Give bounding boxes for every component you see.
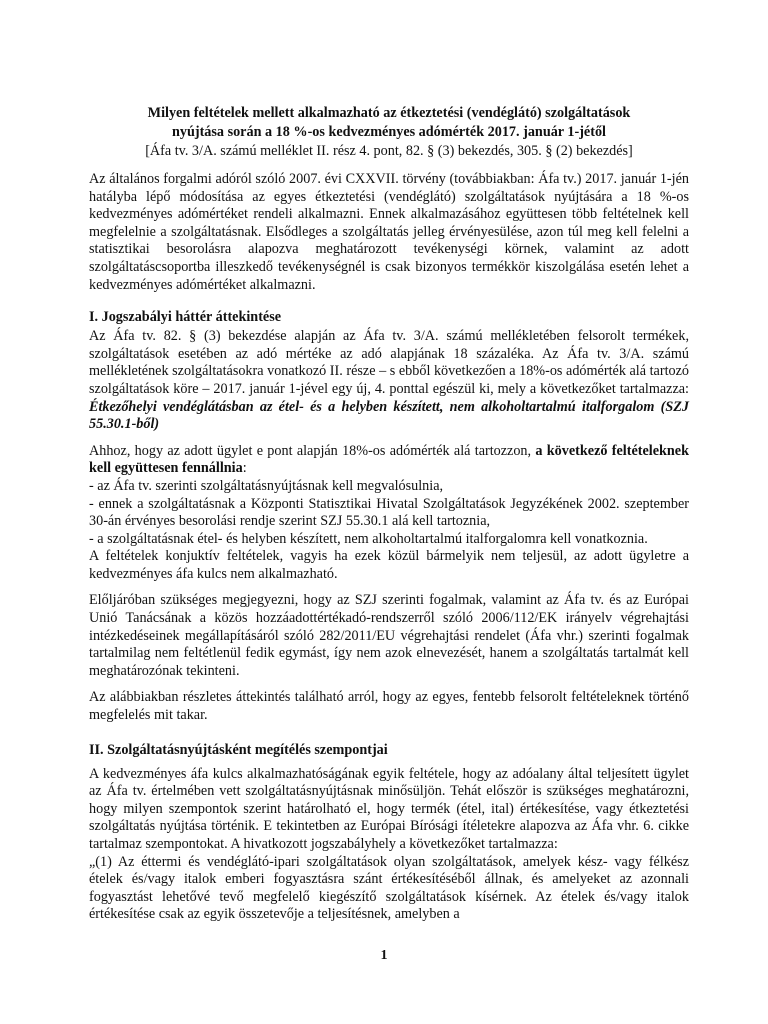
- section-1-paragraph-1-text: Az Áfa tv. 82. § (3) bekezdése alapján az Áfa tv. 3/A. számú mellékletében felsorolt termékek, szolgáltatások esetében az adó mértéke az adó alapjának 18 százaléka. Az Áfa tv. 3/A. számú mellékletének szolgáltatásokra vonatkozó II. része – s ebből következően a 18%-os adómérték alá tartozó szolgáltatások köre – 2017. január 1-jével egy új, 4. ponttal egészül ki, mely a következőket tartalmazza:: [89, 328, 689, 397]
- section-1-paragraph-2: [89, 443, 689, 478]
- section-1-paragraph-2-bold: a következő feltételeknek kell együttesen fennállnia: [89, 442, 689, 477]
- section-1-heading: I. Jogszabályi háttér áttekintése: [89, 309, 282, 326]
- intro-paragraph: Az általános forgalmi adóról szóló 2007. évi CXXVII. törvény (továbbiakban: Áfa tv.) 2017. január 1-jén hatályba lépő módosítása az egyes étkeztetési (vendéglátó) szolgáltatások nyújtására a 18 %-os kedvezményes adómértéket rendeli alkalmazni. Ennek alkalmazásához együttesen több feltételnek kell megfelelnie a szolgáltatásnak. Elsődleges a szolgáltatás jelleg érvényesülése, azon túl meg kell felelni a statisztikai besorolásra alapozva meghatározott tevékenységi körnek, valamint az adott szolgáltatáscsoportba illeszkedő tevékenységnél is csak bizonyos termékkör kiszolgálása esetén lehet a kedvezményes adómértéket alkalmazni.: [89, 171, 689, 293]
- condition-list-item-1: - az Áfa tv. szerinti szolgáltatásnyújtásnak kell megvalósulnia,: [89, 477, 444, 494]
- section-1-paragraph-4: Előljáróban szükséges megjegyezni, hogy az SZJ szerinti fogalmak, valamint az Áfa tv. és az Európai Unió Tanácsának a közös hozzáadottértékadó-rendszerről szóló 2006/112/EK irányelv végrehajtási intézkedéseinek megállapításáról szóló 282/2011/EU végrehajtási rendelet (Áfa vhr.) szerinti fogalmak tartalmilag nem feltétlenül fedik egymást, így nem azok elnevezését, hanem a szolgáltatás tartalmát kell meghatározónak tekinteni.: [89, 592, 689, 679]
- section-1-paragraph-2-text: Ahhoz, hogy az adott ügylet e pont alapján 18%-os adómérték alá tartozzon,: [89, 442, 536, 459]
- section-1-paragraph-1: [89, 328, 689, 434]
- section-1-paragraph-3: A feltételek konjuktív feltételek, vagyis ha ezek közül bármelyik nem teljesül, az adott ügyletre a kedvezményes áfa kulcs nem alkalmazható.: [89, 548, 689, 582]
- condition-list-item-3: - a szolgáltatásnak étel- és helyben készített, nem alkoholtartalmú italforgalomra kell vonatkoznia.: [89, 530, 648, 547]
- section-1-paragraph-5: Az alábbiakban részletes áttekintés található arról, hogy az egyes, fentebb felsorolt feltételeknek történő megfelelés mit takar.: [89, 689, 689, 724]
- legal-reference: [Áfa tv. 3/A. számú melléklet II. rész 4. pont, 82. § (3) bekezdés, 305. § (2) bekezdés]: [145, 143, 633, 159]
- document-page: [89, 104, 689, 924]
- document-title-line-2: nyújtása során a 18 %-os kedvezményes adómérték 2017. január 1-jétől: [171, 124, 606, 140]
- section-1-emphasis: Étkezőhelyi vendéglátásban az étel- és a helyben készített, nem alkoholtartalmú italforgalom (SZJ 55.30.1-ből): [89, 398, 689, 433]
- section-2-heading: II. Szolgáltatásnyújtásként megítélés szempontjai: [89, 741, 388, 758]
- section-1-paragraph-2-end: :: [242, 460, 247, 477]
- section-2-paragraph-1: A kedvezményes áfa kulcs alkalmazhatóságának egyik feltétele, hogy az adóalany által teljesített ügylet az Áfa tv. értelmében vett szolgáltatásnyújtásnak minősüljön. Tehát először is szükséges meghatározni, hogy milyen szempontok szerint határolható el, hogy termék (étel, ital) értékesítése, vagy étkeztetési szolgáltatás nyújtása történik. E tekintetben az Európai Bírósági ítéletekre alapozva az Áfa vhr. 6. cikke tartalmaz szempontokat. A hivatkozott jogszabályhely a következőket tartalmazza:: [89, 765, 689, 852]
- section-2-quote: „(1) Az éttermi és vendéglátó-ipari szolgáltatások olyan szolgáltatások, amelyek kész- vagy félkész ételek és/vagy italok emberi fogyasztásra szánt értékesítéséből állnak, és amelyeket az azonnali fogyasztást lehetővé tevő megfelelő kiegészítő szolgáltatások kísérnek. Az ételek és/vagy italok értékesítése csak az egyik összetevője a teljesítésnek, amelyben a: [89, 853, 689, 923]
- condition-list-item-2: - ennek a szolgáltatásnak a Központi Statisztikai Hivatal Szolgáltatások Jegyzékének 2002. szeptember 30-án érvényes besorolási rendje szerint SZJ 55.30.1 alá kell tartoznia,: [89, 495, 689, 530]
- document-title-line-1: Milyen feltételek mellett alkalmazható az étkeztetési (vendéglátó) szolgáltatások: [147, 105, 631, 121]
- page-number: 1: [380, 948, 388, 963]
